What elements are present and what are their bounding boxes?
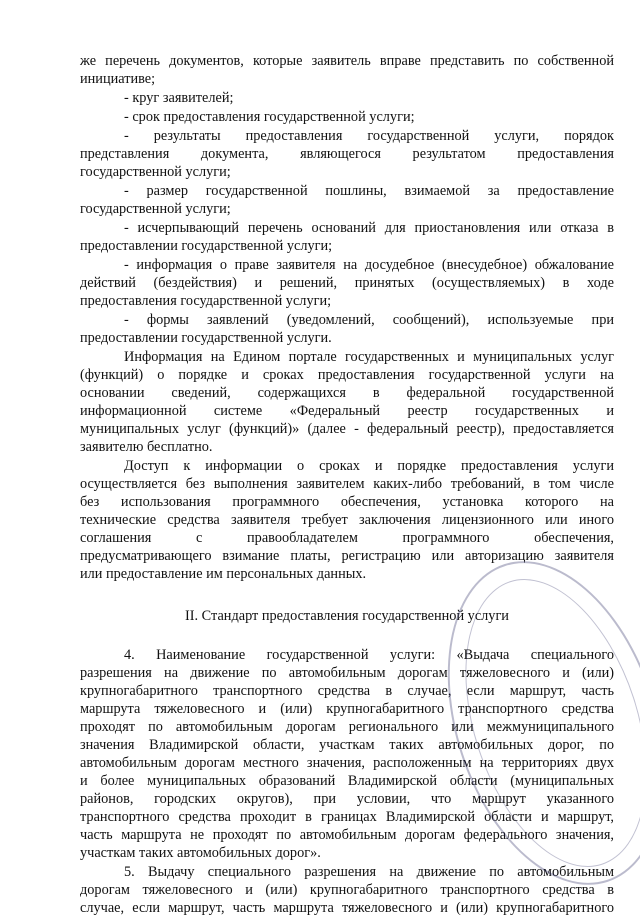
text-line: случае, если маршрут, часть маршрута тяжеловесного и (или) крупногабаритного	[80, 900, 614, 916]
text-line: государственной услуги;	[80, 201, 231, 217]
text-line: заявителю бесплатно.	[80, 439, 213, 455]
text-line: же перечень документов, которые заявитель вправе представить по собственной	[80, 53, 614, 69]
paragraph-first-line: Информация на Едином портале государственных и муниципальных услуг	[124, 349, 614, 365]
text-line: маршрута тяжеловесного и (или) крупногабаритного транспортного средства	[80, 701, 614, 717]
text-line: действий (бездействия) и решений, принятых (осуществляемых) в ходе	[80, 275, 614, 291]
text-line: автомобильным дорогам местного значения, расположенным на территориях двух	[80, 755, 614, 771]
text-line: крупногабаритного транспортного средства в случае, если маршрут, часть	[80, 683, 614, 699]
text-line: инициативе;	[80, 71, 156, 87]
text-line: участкам таких автомобильных дорог».	[80, 845, 321, 861]
list-item: - информация о праве заявителя на досудебное (внесудебное) обжалование	[124, 257, 614, 273]
text-line: предоставления государственной услуги;	[80, 293, 332, 309]
text-line: и более муниципальных образований Владимирской области (муниципальных	[80, 773, 614, 789]
text-line: или предоставление им персональных данных.	[80, 566, 367, 582]
paragraph-first-line: 4. Наименование государственной услуги: «Выдача специального	[124, 647, 614, 663]
text-line: осуществляется без выполнения заявителем каких-либо требований, в том числе	[80, 476, 614, 492]
text-line: государственной услуги;	[80, 164, 231, 180]
text-line: часть маршрута не проходят по автомобильным дорогам федерального значения,	[80, 827, 614, 843]
text-line: предоставлении государственной услуги;	[80, 238, 333, 254]
text-line: дорогам тяжеловесного и (или) крупногабаритного транспортного средства в	[80, 882, 614, 898]
text-line: предоставлении государственной услуги.	[80, 330, 332, 346]
text-line: основании сведений, содержащихся в федеральной государственной	[80, 385, 614, 401]
text-line: значения Владимирской области, участкам таких автомобильных дорог, по	[80, 737, 614, 753]
text-line: соглашения с правообладателем программного обеспечения,	[80, 530, 614, 546]
list-item: - срок предоставления государственной услуги;	[124, 109, 415, 125]
text-line: без использования программного обеспечения, установка которого на	[80, 494, 614, 510]
list-item: - результаты предоставления государственной услуги, порядок	[124, 128, 614, 144]
list-item: - формы заявлений (уведомлений, сообщений), используемые при	[124, 312, 614, 328]
paragraph-first-line: Доступ к информации о сроках и порядке предоставления услуги	[124, 458, 614, 474]
paragraph-first-line: 5. Выдачу специального разрешения на движение по автомобильным	[124, 864, 614, 880]
text-line: транспортного средства проходит в границах Владимирской области и маршрут,	[80, 809, 614, 825]
list-item: - исчерпывающий перечень оснований для приостановления или отказа в	[124, 220, 614, 236]
text-line: информационной системе «Федеральный реестр государственных и	[80, 403, 614, 419]
list-item: - круг заявителей;	[124, 90, 234, 106]
text-line: представления документа, являющегося результатом предоставления	[80, 146, 614, 162]
text-line: технические средства заявителя требует заключения лицензионного или иного	[80, 512, 614, 528]
text-line: районов, городских округов), при условии, что маршрут указанного	[80, 791, 614, 807]
text-line: предусматривающего взимание платы, регистрацию или авторизацию заявителя	[80, 548, 614, 564]
text-line: разрешения на движение по автомобильным дорогам тяжеловесного и (или)	[80, 665, 614, 681]
text-line: (функций) о порядке и сроках предоставления государственной услуги на	[80, 367, 614, 383]
section-heading: II. Стандарт предоставления государственной услуги	[185, 608, 509, 624]
list-item: - размер государственной пошлины, взимаемой за предоставление	[124, 183, 614, 199]
text-line: муниципальных услуг (функций)» (далее - федеральный реестр), предоставляется	[80, 421, 614, 437]
text-line: проходят по автомобильным дорогам регионального или межмуниципального	[80, 719, 614, 735]
